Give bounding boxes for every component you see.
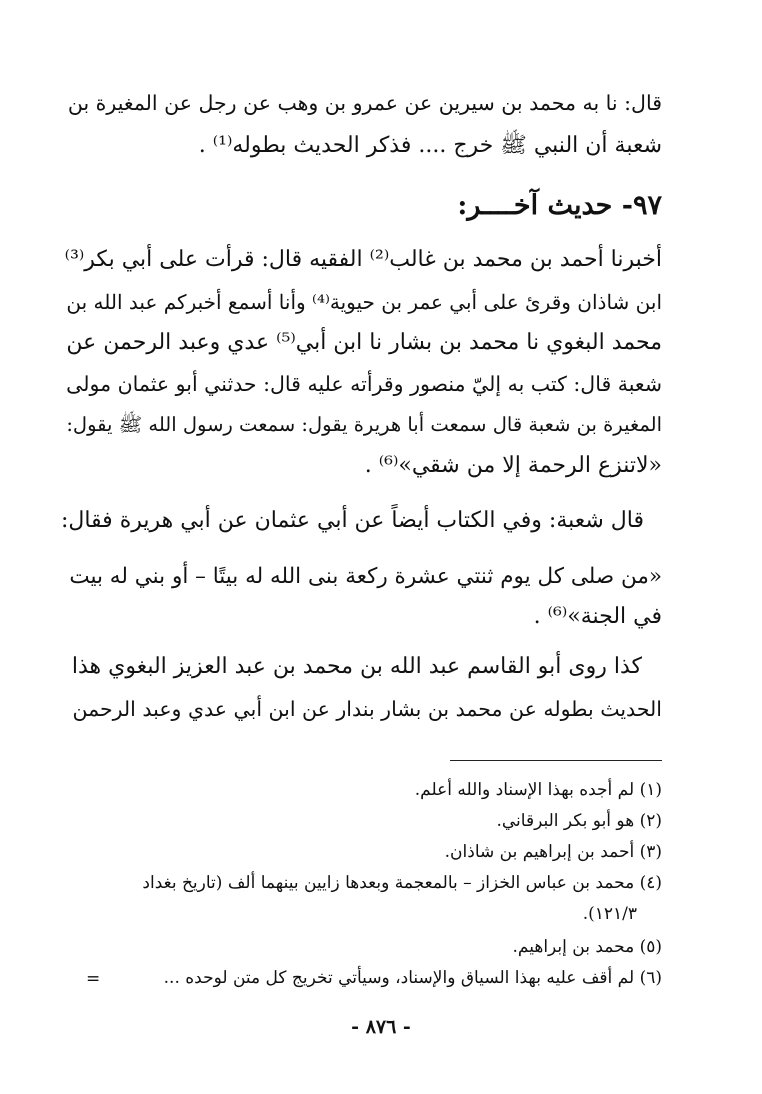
- footnote-1: (١) لم أجده بهذا الإسناد والله أعلم.: [414, 780, 662, 800]
- continuation-mark: =: [86, 969, 101, 989]
- footnote-5: (٥) محمد بن إبراهيم.: [512, 937, 662, 957]
- section-heading: ٩٧- حديث آخــــر:: [457, 190, 662, 221]
- text-line-intro-1: قال: نا به محمد بن سيرين عن عمرو بن وهب عن رجل عن المغيرة بن: [67, 91, 662, 115]
- text-line-p4-1: كذا روى أبو القاسم عبد الله بن محمد بن عبد العزيز البغوي هذا: [71, 654, 642, 679]
- text-line-p1-2: ابن شاذان وقرئ على أبي عمر بن حيوية⁽⁴⁾ وأنا أسمع أخبركم عبد الله بن: [66, 290, 662, 314]
- text-line-intro-2: شعبة أن النبي ﷺ خرج .... فذكر الحديث بطوله⁽¹⁾ .: [198, 133, 662, 158]
- text-line-p4-2: الحديث بطوله عن محمد بن بشار بندار عن ابن أبي عدي وعبد الرحمن: [72, 697, 662, 721]
- footnote-separator: [450, 760, 662, 761]
- text-line-p1-1: أخبرنا أحمد بن محمد بن غالب⁽²⁾ الفقيه قال: قرأت على أبي بكر⁽³⁾: [64, 247, 662, 272]
- page-number: - ٨٧٦ -: [351, 1016, 411, 1038]
- footnote-2: (٢) هو أبو بكر البرقاني.: [496, 811, 662, 831]
- text-line-p1-4: شعبة قال: كتب به إليّ منصور وقرأته عليه قال: حدثني أبو عثمان مولى: [66, 372, 662, 396]
- text-line-p1-3: محمد البغوي نا محمد بن بشار نا ابن أبي⁽⁵⁾ عدي وعبد الرحمن عن: [66, 330, 662, 355]
- text-line-p3-1: «من صلى كل يوم ثنتي عشرة ركعة بنى الله له بيتًا – أو بني له بيت: [69, 564, 662, 589]
- text-line-p1-5: المغيرة بن شعبة قال سمعت أبا هريرة يقول: سمعت رسول الله ﷺ يقول:: [66, 413, 662, 436]
- footnote-3: (٣) أحمد بن إبراهيم بن شاذان.: [444, 842, 662, 862]
- footnote-4: (٤) محمد بن عباس الخزاز – بالمعجمة وبعدها زايين بينهما ألف (تاريخ بغداد: [142, 873, 662, 893]
- text-line-p3-2: في الجنة»⁽⁶⁾ .: [533, 604, 662, 629]
- footnote-6: (٦) لم أقف عليه بهذا السياق والإسناد، وسيأتي تخريج كل متن لوحده ...: [163, 968, 662, 988]
- footnote-4-continued: ١٢١/٣).: [582, 904, 637, 924]
- text-line-p1-6: «لاتنزع الرحمة إلا من شقي»⁽⁶⁾ .: [364, 453, 662, 478]
- text-line-p2-1: قال شعبة: وفي الكتاب أيضاً عن أبي عثمان عن أبي هريرة فقال:: [60, 508, 644, 533]
